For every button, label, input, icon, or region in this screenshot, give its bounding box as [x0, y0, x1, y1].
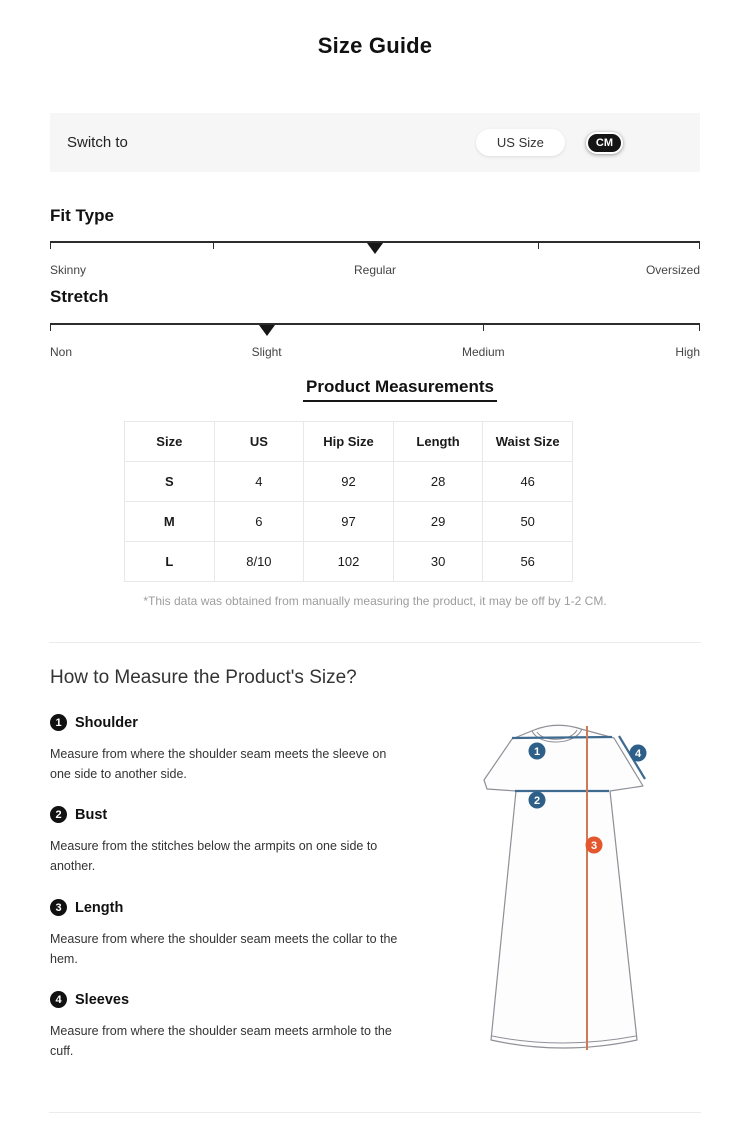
measure-item-label: Sleeves [75, 991, 130, 1008]
fit-type-option-skinny: Skinny [50, 263, 87, 277]
cell: 50 [483, 502, 573, 542]
marker-2 [529, 792, 546, 809]
cell: 6 [214, 502, 304, 542]
page-title: Size Guide [317, 33, 433, 58]
marker-4 [630, 745, 647, 762]
tick [50, 243, 51, 249]
measure-item-label: Length [75, 899, 124, 916]
tick [50, 325, 51, 331]
tick [213, 243, 214, 249]
cell: 4 [214, 462, 304, 502]
measure-item-bust [50, 806, 410, 876]
col-header-length: Length [393, 422, 483, 462]
shoulder-measure-line [512, 737, 612, 738]
col-header-hip: Hip Size [304, 422, 394, 462]
col-header-waist: Waist Size [483, 422, 573, 462]
stretch-option-non: Non [50, 345, 73, 359]
cell: 8/10 [214, 542, 304, 582]
marker-1 [529, 743, 546, 760]
stretch-track [50, 323, 700, 325]
cell: S [125, 462, 215, 502]
dress-measurement-diagram [459, 692, 705, 1072]
tick [699, 325, 700, 331]
fit-type-slider [50, 241, 700, 287]
stretch-option-medium: Medium [462, 345, 505, 359]
fit-type-option-regular: Regular [353, 263, 397, 277]
measure-item-description: Measure from the stitches below the armpits on one side to another. [50, 839, 378, 873]
tick [699, 243, 700, 249]
tick [483, 325, 484, 331]
fit-type-heading: Fit Type [50, 206, 114, 225]
measure-item-shoulder [50, 714, 410, 784]
measure-item-title [50, 991, 410, 1008]
fit-type-pointer-icon [367, 243, 383, 254]
measure-item-label: Shoulder [75, 714, 138, 731]
size-system-button[interactable]: US Size [476, 129, 565, 156]
table-row [125, 542, 573, 582]
table-header-row [125, 422, 573, 462]
product-measurements-title: Product Measurements [303, 377, 497, 402]
measure-item-title [50, 714, 410, 731]
switch-to-label: Switch to [67, 134, 128, 151]
measure-item-description: Measure from where the shoulder seam meets the collar to the hem. [50, 932, 398, 966]
stretch-option-slight: Slight [251, 345, 282, 359]
col-header-size: Size [125, 422, 215, 462]
measure-item-title [50, 899, 410, 916]
measure-item-length [50, 899, 410, 969]
number-badge-1: 1 [50, 714, 67, 731]
switch-controls [476, 129, 623, 156]
dress-illustration [459, 692, 705, 1072]
cell: L [125, 542, 215, 582]
stretch-heading: Stretch [50, 287, 109, 306]
col-header-us: US [214, 422, 304, 462]
how-to-measure-heading: How to Measure the Product's Size? [50, 667, 357, 688]
measure-item-description: Measure from where the shoulder seam meets the sleeve on one side to another side. [50, 747, 387, 781]
cell: 92 [304, 462, 394, 502]
section-divider [49, 642, 701, 643]
dress-outline [484, 725, 643, 1048]
number-badge-3: 3 [50, 899, 67, 916]
svg-text:1: 1 [533, 746, 541, 758]
measure-item-title [50, 806, 410, 823]
cell: 28 [393, 462, 483, 502]
fit-type-option-oversized: Oversized [645, 263, 700, 277]
cell: 102 [304, 542, 394, 582]
stretch-option-high: High [675, 345, 700, 359]
bottom-divider [49, 1112, 701, 1113]
unit-toggle-cm[interactable]: CM [586, 132, 623, 154]
tick [538, 243, 539, 249]
cell: M [125, 502, 215, 542]
table-row [125, 502, 573, 542]
measurements-table [124, 421, 573, 582]
measurement-footnote: *This data was obtained from manually measuring the product, it may be off by 1-2 CM. [143, 594, 607, 608]
cell: 29 [393, 502, 483, 542]
product-measurements-title-wrap [50, 377, 700, 402]
svg-text:4: 4 [634, 748, 642, 760]
measure-item-label: Bust [75, 806, 108, 823]
stretch-pointer-icon [259, 325, 275, 336]
measure-item-description: Measure from where the shoulder seam meets armhole to the cuff. [50, 1024, 392, 1058]
number-badge-2: 2 [50, 806, 67, 823]
number-badge-4: 4 [50, 991, 67, 1008]
marker-3 [586, 837, 603, 854]
unit-switch-bar [50, 113, 700, 172]
measure-item-sleeves [50, 991, 410, 1061]
cell: 46 [483, 462, 573, 502]
stretch-slider [50, 323, 700, 369]
cell: 56 [483, 542, 573, 582]
svg-text:3: 3 [590, 840, 598, 852]
table-row [125, 462, 573, 502]
cell: 97 [304, 502, 394, 542]
cell: 30 [393, 542, 483, 582]
svg-text:2: 2 [533, 795, 541, 807]
